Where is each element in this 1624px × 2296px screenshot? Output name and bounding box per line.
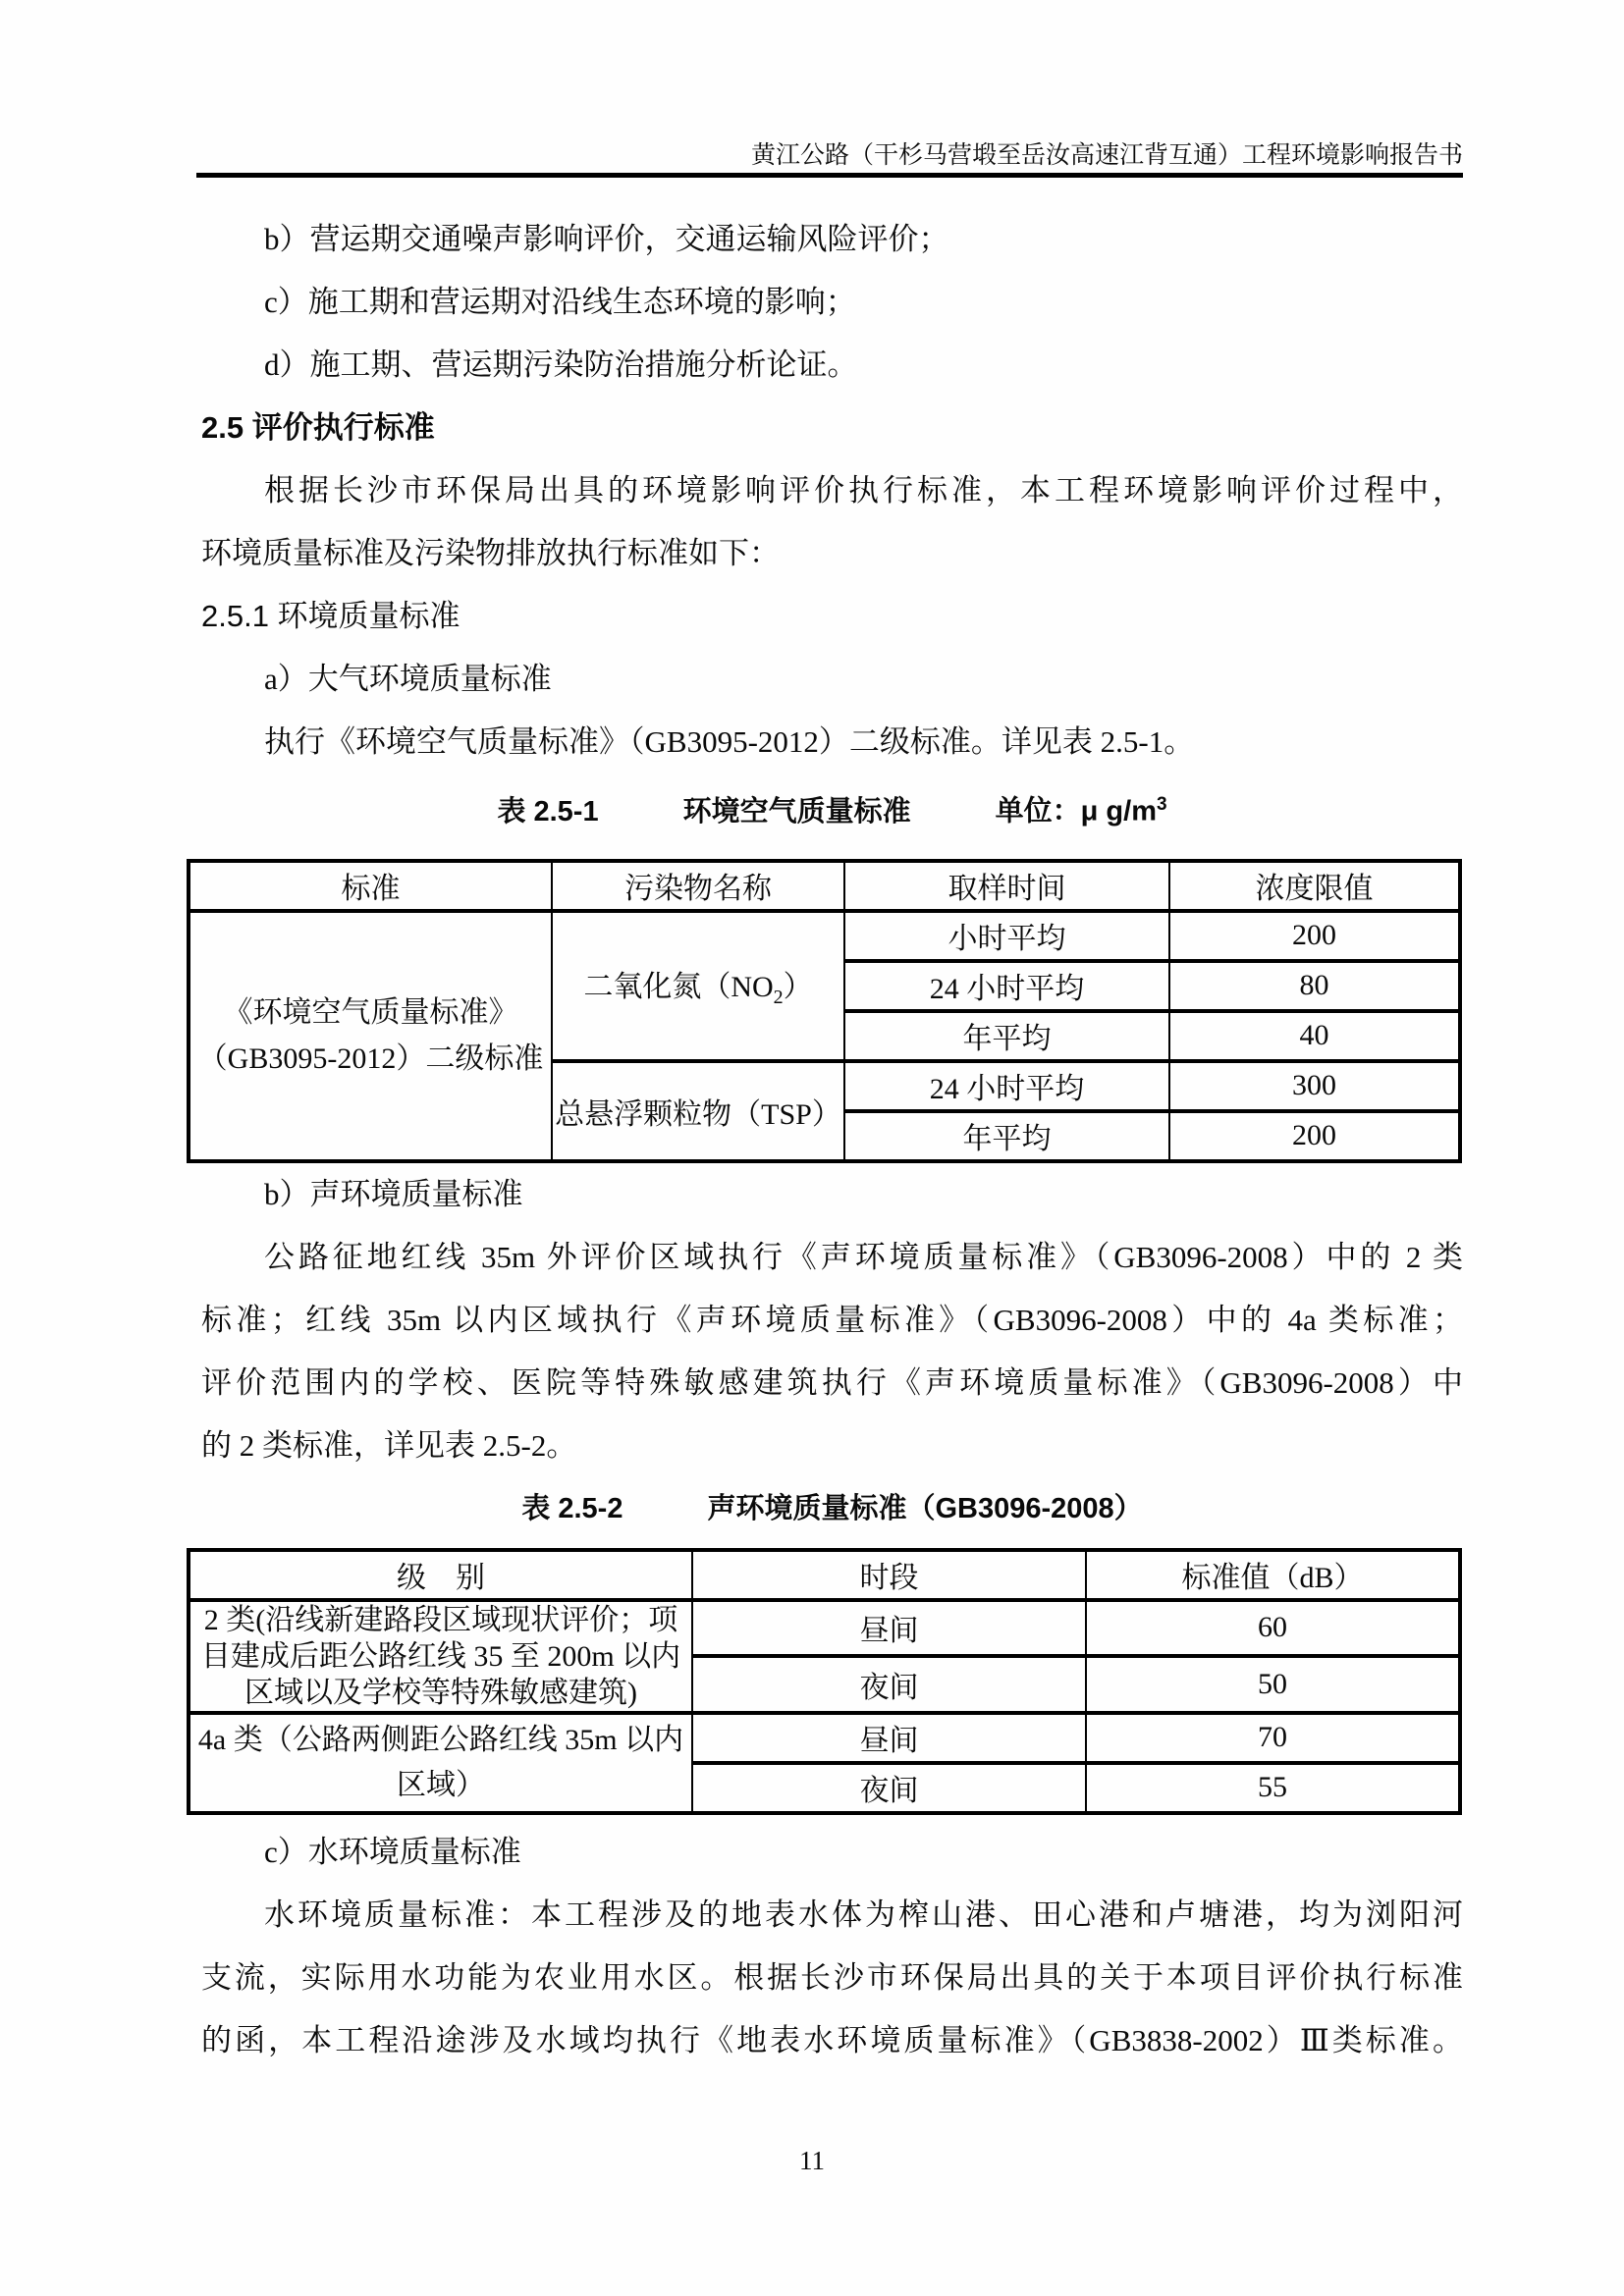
table1-caption-unit-sup: 3 (1156, 794, 1167, 815)
category-class2-line-2: 目建成后距公路红线 35 至 200m 以内 (200, 1639, 681, 1673)
table-header-row (189, 1550, 1460, 1600)
table1-header-limit: 浓度限值 (1169, 861, 1460, 911)
sampling-time-cell: 24 小时平均 (844, 1061, 1169, 1111)
pollutant-no2-text: 二氧化氮（NO (583, 971, 774, 1004)
header-rule (196, 173, 1463, 178)
table2-caption (201, 1477, 1463, 1540)
limit-value-cell: 300 (1169, 1061, 1460, 1111)
page-number: 11 (799, 2146, 825, 2175)
standard-name-cell (189, 911, 552, 1161)
db-value-cell: 60 (1086, 1600, 1460, 1657)
db-value-cell: 50 (1086, 1656, 1460, 1713)
db-value-cell: 70 (1086, 1713, 1460, 1763)
table1-header-pollutant: 污染物名称 (552, 861, 844, 911)
standard-name-line-1: 《环境空气质量标准》 (223, 996, 518, 1030)
list-item-c: c）施工期和营运期对沿线生态环境的影响； (264, 285, 856, 319)
list-item-b: b）营运期交通噪声影响评价，交通运输风险评价； (264, 222, 949, 256)
category-class2-cell (189, 1600, 692, 1713)
page-content (197, 208, 1463, 2072)
category-class4a-cell (189, 1713, 692, 1813)
section-b-paragraph-line-3: 评价范围内的学校、医院等特殊敏感建筑执行《声环境质量标准》（GB3096-2008）中 (201, 1364, 1463, 1400)
item-b-heading: b）声环境质量标准 (264, 1176, 523, 1211)
section-b-paragraph-line-4: 的 2 类标准，详见表 2.5-2。 (201, 1427, 577, 1463)
table1-caption (201, 774, 1463, 843)
table-row (189, 1713, 1460, 1763)
section-c-paragraph-line-3: 的函，本工程沿途涉及水域均执行《地表水环境质量标准》（GB3838-2002）Ⅲ类标准。 (201, 2022, 1463, 2057)
section-2-5-paragraph-line-2: 环境质量标准及污染物排放执行标准如下： (201, 536, 780, 570)
section-b-paragraph-line-2: 标准；红线 35m 以内区域执行《声环境质量标准》（GB3096-2008）中的 4a 类标准； (201, 1302, 1463, 1337)
category-class4a-line-2: 区域） (397, 1768, 485, 1801)
sampling-time-cell: 24 小时平均 (844, 961, 1169, 1011)
standard-name-line-2: （GB3095-2012）二级标准 (197, 1042, 544, 1076)
sampling-time-cell: 年平均 (844, 1011, 1169, 1061)
item-a-text: 执行《环境空气质量标准》（GB3095-2012）二级标准。详见表 2.5-1。 (264, 724, 1195, 759)
table1-caption-title: 环境空气质量标准 (682, 795, 911, 828)
table2-header-period: 时段 (692, 1550, 1086, 1600)
item-c-heading: c）水环境质量标准 (264, 1834, 521, 1869)
sampling-time-cell: 年平均 (844, 1111, 1169, 1161)
table1-caption-unit-text: 单位：μ g/m (995, 795, 1157, 828)
period-cell: 夜间 (692, 1656, 1086, 1713)
pollutant-no2-subscript: 2 (773, 987, 784, 1009)
noise-quality-standards-table (187, 1548, 1462, 1815)
section-c-paragraph-line-1: 水环境质量标准：本工程涉及的地表水体为榨山港、田心港和卢塘港，均为浏阳河 (264, 1896, 1463, 1932)
list-item-d: d）施工期、营运期污染防治措施分析论证。 (264, 347, 858, 382)
running-header-title: 黄江公路（干杉马营塅至岳汝高速江背互通）工程环境影响报告书 (750, 142, 1463, 169)
section-c-paragraph-line-2: 支流，实际用水功能为农业用水区。根据长沙市环保局出具的关于本项目评价执行标准 (201, 1959, 1463, 1995)
category-class4a-line-1: 4a 类（公路两侧距公路红线 35m 以内 (197, 1723, 684, 1756)
table2-caption-label: 表 2.5-2 (521, 1492, 623, 1524)
section-b-paragraph-line-1: 公路征地红线 35m 外评价区域执行《声环境质量标准》（GB3096-2008）中的 2 类 (264, 1239, 1463, 1274)
pollutant-tsp-cell: 总悬浮颗粒物（TSP） (552, 1061, 844, 1161)
table2-header-value: 标准值（dB） (1086, 1550, 1460, 1600)
item-a-heading: a）大气环境质量标准 (264, 662, 552, 696)
limit-value-cell: 200 (1169, 911, 1460, 961)
table1-caption-label: 表 2.5-1 (497, 795, 599, 828)
sampling-time-cell: 小时平均 (844, 911, 1169, 961)
table2-header-category: 级 别 (189, 1550, 692, 1600)
pollutant-no2-close: ） (783, 971, 813, 1004)
section-2-5-paragraph-line-1: 根据长沙市环保局出具的环境影响评价执行标准，本工程环境影响评价过程中， (264, 473, 1463, 507)
air-quality-standards-table (187, 859, 1462, 1163)
period-cell: 夜间 (692, 1763, 1086, 1813)
period-cell: 昼间 (692, 1600, 1086, 1657)
table1-caption-unit (996, 774, 1167, 843)
section-heading-2-5: 2.5 评价执行标准 (201, 410, 435, 445)
category-class2-line-3: 区域以及学校等特殊敏感建筑) (244, 1676, 637, 1709)
section-heading-2-5-1: 2.5.1 环境质量标准 (201, 599, 460, 633)
category-class2-line-1: 2 类(沿线新建路段区域现状评价；项 (203, 1603, 678, 1636)
limit-value-cell: 200 (1169, 1111, 1460, 1161)
table1-header-standard: 标准 (189, 861, 552, 911)
table-row (189, 1600, 1460, 1657)
table2-caption-title: 声环境质量标准（GB3096-2008） (707, 1492, 1143, 1524)
table-header-row (189, 861, 1460, 911)
pollutant-no2-cell (552, 911, 844, 1061)
limit-value-cell: 40 (1169, 1011, 1460, 1061)
limit-value-cell: 80 (1169, 961, 1460, 1011)
period-cell: 昼间 (692, 1713, 1086, 1763)
table1-header-sampling-time: 取样时间 (844, 861, 1169, 911)
db-value-cell: 55 (1086, 1763, 1460, 1813)
table-row (189, 911, 1460, 961)
